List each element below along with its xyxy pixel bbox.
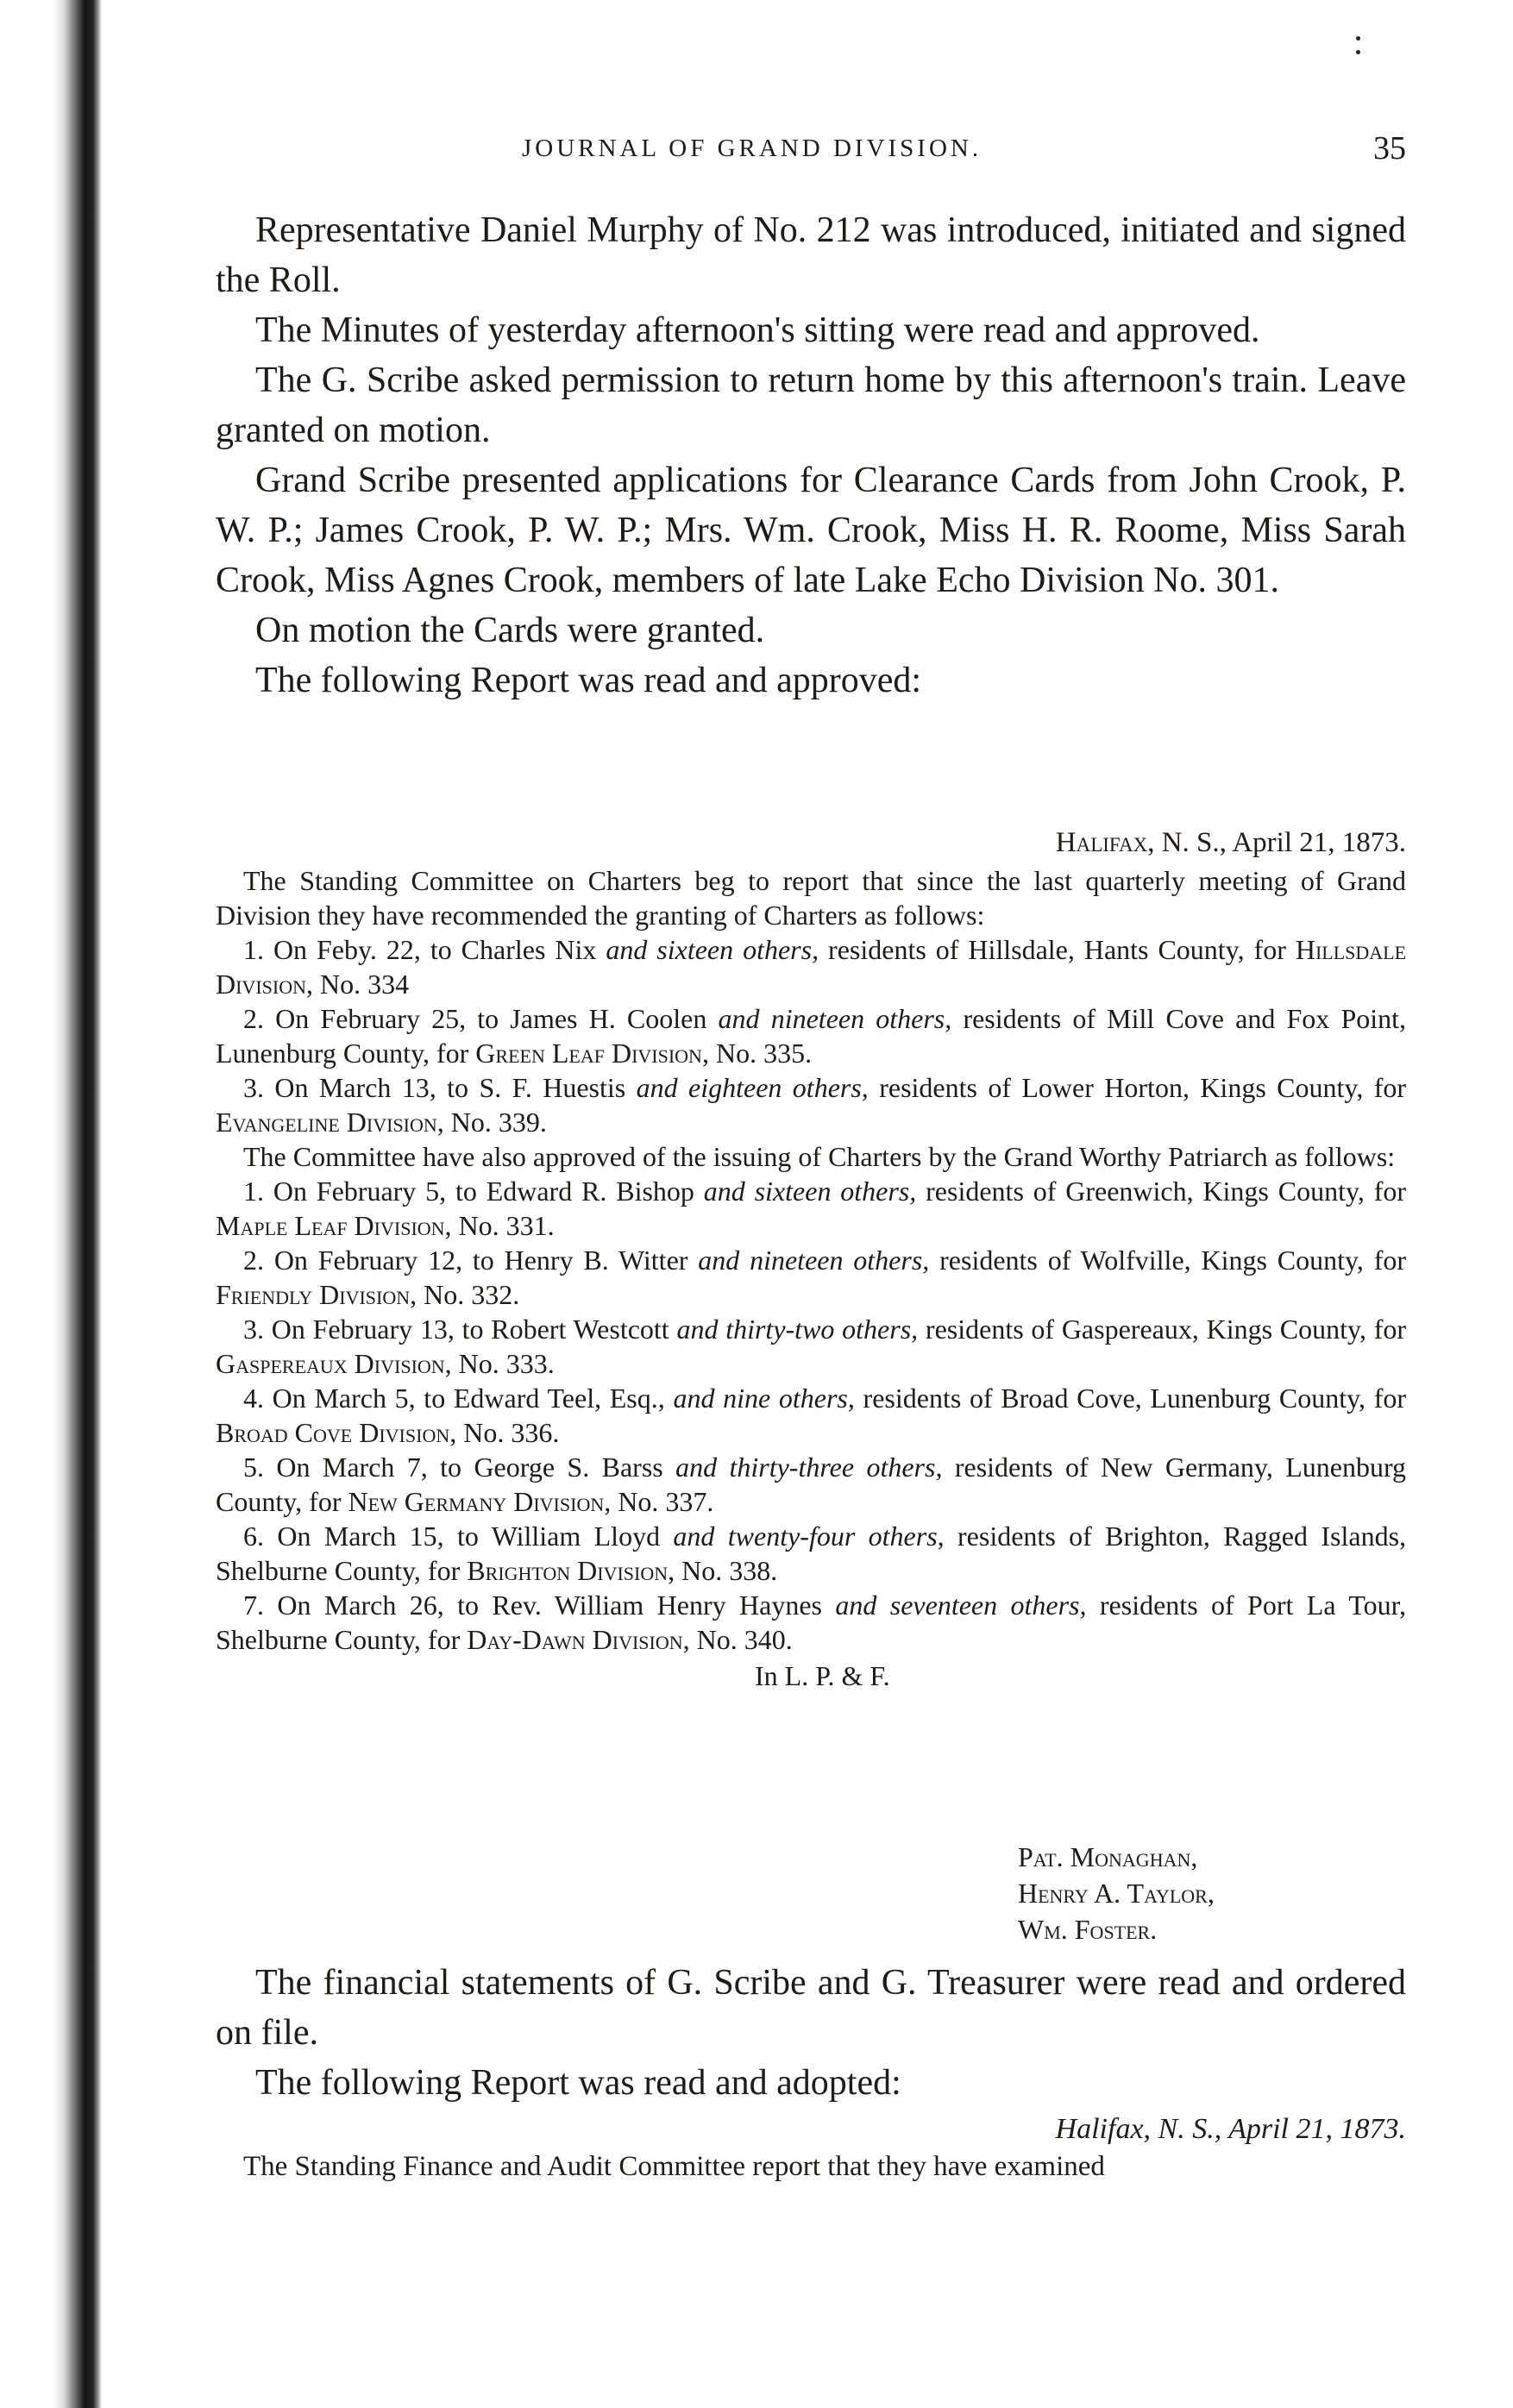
dateline-date: April 21, 1873. xyxy=(1232,827,1406,858)
report-dateline xyxy=(216,824,1406,862)
report-dateline: Halifax, N. S., April 21, 1873. xyxy=(1055,2113,1406,2145)
gwp-charter-entry: 5. On March 7, to George S. Barss and thirty-three others, residents of New Germany, Lunenburg County, for New Germany Division, No. 337. xyxy=(216,1452,1407,1517)
committee-approval: The Committee have also approved of the issuing of Charters by the Grand Worthy Patriarch as follows: xyxy=(243,1141,1396,1172)
page-number: 35 xyxy=(1373,130,1406,166)
charter-entry: 2. On February 25, to James H. Coolen and nineteen others, residents of Mill Cove and Fox Point, Lunenburg County, for Green Leaf Division, No. 335. xyxy=(216,1003,1407,1069)
gwp-charter-entry: 4. On March 5, to Edward Teel, Esq., and nine others, residents of Broad Cove, Lunenburg County, for Broad Cove Division, No. 336. xyxy=(216,1383,1407,1448)
report-intro: The Standing Finance and Audit Committee report that they have examined xyxy=(243,2151,1105,2182)
ink-speck xyxy=(1356,50,1360,54)
signatory: Henry A. Taylor, xyxy=(1018,1878,1215,1909)
dateline-place: Halifax, N. S., xyxy=(1055,827,1227,858)
gwp-charter-entry: 1. On February 5, to Edward R. Bishop and sixteen others, residents of Greenwich, Kings County, for Maple Leaf Division, No. 331. xyxy=(216,1176,1407,1241)
gwp-charter-entry: 2. On February 12, to Henry B. Witter and nineteen others, residents of Wolfville, Kings County, for Friendly Division, No. 332. xyxy=(216,1245,1407,1310)
charter-entry: 3. On March 13, to S. F. Huestis and eighteen others, residents of Lower Horton, Kings County, for Evangeline Division, No. 339. xyxy=(216,1072,1407,1138)
report-intro: The Standing Committee on Charters beg to report that since the last quarterly meeting of Grand Division they have recommended the granting of Charters as follows: xyxy=(216,865,1406,931)
paragraph: On motion the Cards were granted. xyxy=(255,611,765,650)
paragraph: The G. Scribe asked permission to return home by this afternoon's train. Leave granted on motion. xyxy=(216,361,1406,450)
ink-speck xyxy=(1356,36,1360,41)
signatory: Wm. Foster. xyxy=(1018,1914,1158,1945)
charter-entry: 1. On Feby. 22, to Charles Nix and sixteen others, residents of Hillsdale, Hants County, for Hillsdale Division, No. 334 xyxy=(216,934,1407,1000)
signatory: Pat. Monaghan, xyxy=(1018,1841,1198,1872)
gwp-charter-entry: 3. On February 13, to Robert Westcott and thirty-two others, residents of Gaspereaux, Kings County, for Gaspereaux Division, No. 333. xyxy=(216,1314,1407,1379)
paragraph: Representative Daniel Murphy of No. 212 was introduced, initiated and signed the Roll. xyxy=(216,210,1406,300)
page-header xyxy=(216,129,1406,181)
gwp-charter-entry: 7. On March 26, to Rev. William Henry Haynes and seventeen others, residents of Port La Tour, Shelburne County, for Day-Dawn Division, No. 340. xyxy=(216,1590,1407,1655)
paragraph: The Minutes of yesterday afternoon's sitting were read and approved. xyxy=(255,310,1260,350)
page-spine-shadow xyxy=(0,0,102,2408)
body-text-continued xyxy=(216,1958,1406,2184)
charters-report xyxy=(216,824,1406,1693)
paragraph: The following Report was read and adopted: xyxy=(255,2063,901,2103)
signatory-list xyxy=(1018,1839,1215,1947)
closing-line: In L. P. & F. xyxy=(755,1660,890,1691)
paragraph: The following Report was read and approved: xyxy=(255,661,922,700)
running-title: JOURNAL OF GRAND DIVISION. xyxy=(522,135,983,162)
paragraph: The financial statements of G. Scribe and G. Treasurer were read and ordered on file. xyxy=(216,1963,1406,2053)
body-text xyxy=(216,205,1406,705)
gwp-charter-entry: 6. On March 15, to William Lloyd and twenty-four others, residents of Brighton, Ragged Islands, Shelburne County, for Brighton Division, No. 338. xyxy=(216,1521,1407,1586)
paragraph: Grand Scribe presented applications for Clearance Cards from John Crook, P. W. P.; James Crook, P. W. P.; Mrs. Wm. Crook, Miss H. R. Roome, Miss Sarah Crook, Miss Agnes Crook, members of late Lake Echo Division No. 301. xyxy=(216,461,1406,600)
